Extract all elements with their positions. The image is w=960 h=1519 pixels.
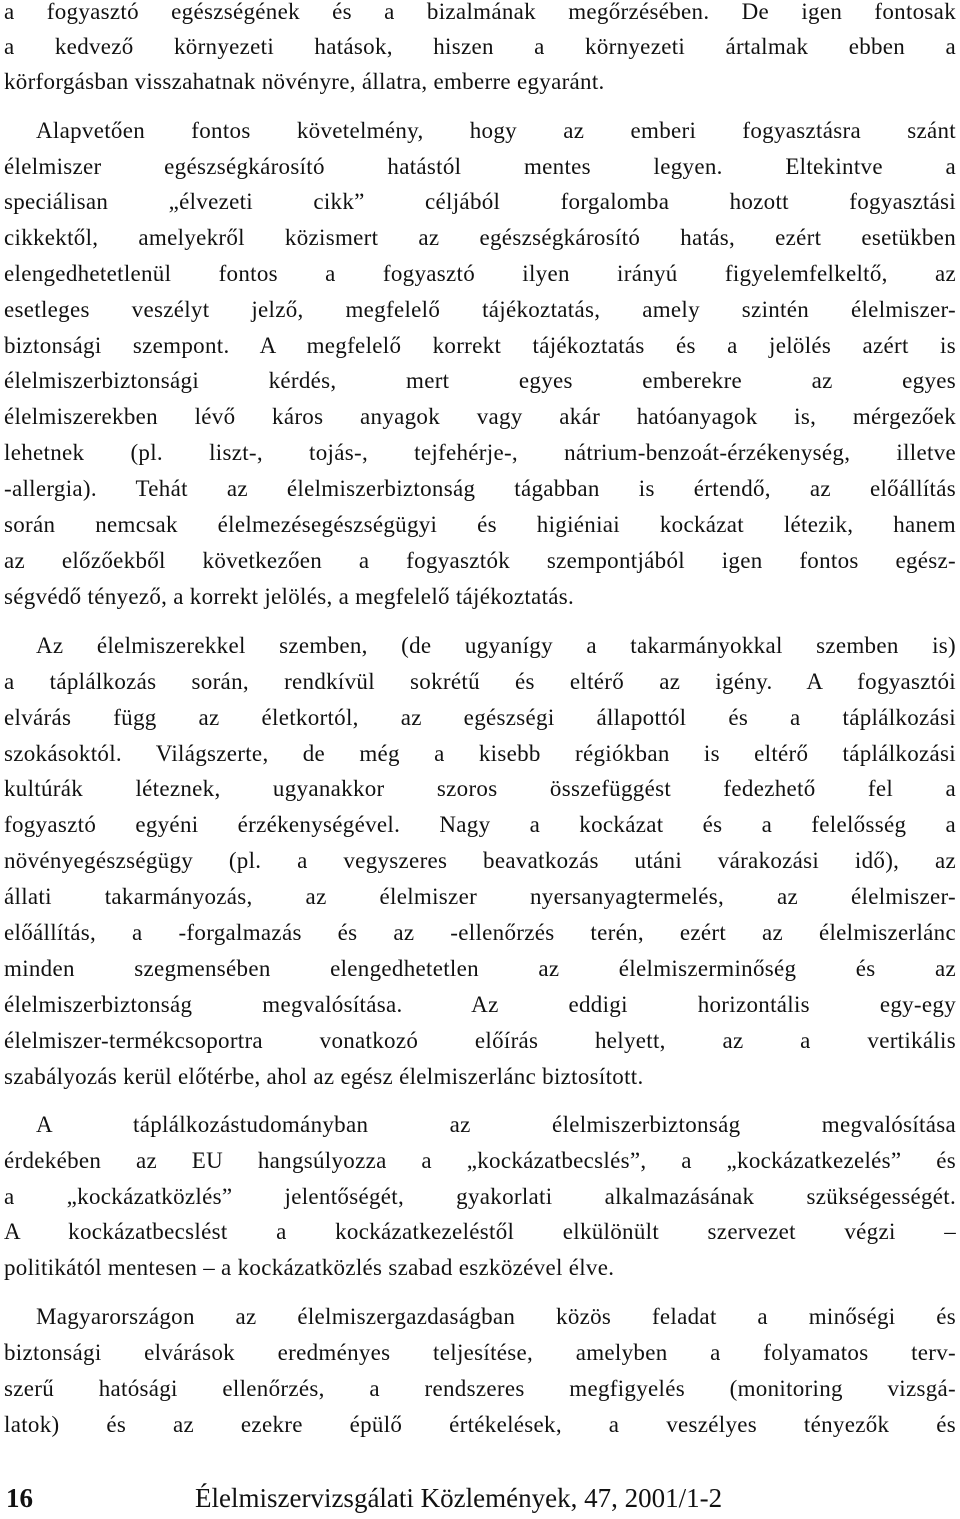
text-line: állati takarmányozás, az élelmiszer nyersanyagtermelés, az élelmiszer-: [4, 884, 956, 909]
text-line: növényegészségügy (pl. a vegyszeres beavatkozás utáni várakozási idő), az: [4, 848, 956, 873]
page-footer: [0, 1478, 960, 1518]
text-line: biztonsági elvárások eredményes teljesítése, amelyben a folyamatos terv-: [4, 1340, 956, 1365]
text-line: élelmiszer-termékcsoportra vonatkozó előírás helyett, az a vertikális: [4, 1028, 956, 1053]
text-line: az előzőekből következően a fogyasztók szempontjából igen fontos egész-: [4, 548, 956, 573]
page-number: 16: [6, 1483, 33, 1513]
text-line: a fogyasztó egészségének és a bizalmának megőrzésében. De igen fontosak: [4, 0, 956, 24]
text-line: szerű hatósági ellenőrzés, a rendszeres megfigyelés (monitoring vizsgá-: [4, 1376, 956, 1401]
text-line: A táplálkozástudományban az élelmiszerbiztonság megvalósítása: [36, 1112, 956, 1137]
text-line: élelmiszer egészségkárosító hatástól mentes legyen. Eltekintve a: [4, 154, 956, 179]
text-line: speciálisan „élvezeti cikk” céljából forgalomba hozott fogyasztási: [4, 189, 956, 214]
text-line: elengedhetetlenül fontos a fogyasztó ilyen irányú figyelemfelkeltő, az: [4, 261, 956, 286]
text-line: élelmiszerekben lévő káros anyagok vagy akár hatóanyagok is, mérgezőek: [4, 404, 956, 429]
text-line: szabályozás kerül előtérbe, ahol az egész élelmiszerlánc biztosított.: [4, 1064, 644, 1089]
text-line: kultúrák léteznek, ugyanakkor szoros összefüggést fedezhető fel a: [4, 776, 956, 801]
text-line: esetleges veszélyt jelző, megfelelő tájékoztatás, amely szintén élelmiszer-: [4, 297, 956, 322]
text-line: a kedvező környezeti hatások, hiszen a környezeti ártalmak ebben a: [4, 34, 956, 59]
text-line: Az élelmiszerekkel szemben, (de ugyanígy a takarmányokkal szemben is): [36, 633, 956, 658]
text-line: -allergia). Tehát az élelmiszerbiztonság tágabban is értendő, az előállítás: [4, 476, 956, 501]
text-line: elvárás függ az életkortól, az egészségi állapottól és a táplálkozási: [4, 705, 956, 730]
text-line: lehetnek (pl. liszt-, tojás-, tejfehérje-, nátrium-benzoát-érzékenység, illetve: [4, 440, 956, 465]
text-line: élelmiszerbiztonság megvalósítása. Az eddigi horizontális egy-egy: [4, 992, 956, 1017]
text-line: biztonsági szempont. A megfelelő korrekt tájékoztatás és a jelölés azért is: [4, 333, 956, 358]
text-line: a táplálkozás során, rendkívül sokrétű és eltérő az igény. A fogyasztói: [4, 669, 956, 694]
text-line: cikkektől, amelyekről közismert az egészségkárosító hatás, ezért esetükben: [4, 225, 956, 250]
text-line: latok) és az ezekre épülő értékelések, a veszélyes tényezők és: [4, 1412, 956, 1437]
text-line: élelmiszerbiztonsági kérdés, mert egyes emberekre az egyes: [4, 368, 956, 393]
text-line: érdekében az EU hangsúlyozza a „kockázatbecslés”, a „kockázatkezelés” és: [4, 1148, 956, 1173]
text-line: politikától mentesen – a kockázatközlés szabad eszközével élve.: [4, 1255, 615, 1280]
text-line: ségvédő tényező, a korrekt jelölés, a megfelelő tájékoztatás.: [4, 584, 575, 609]
text-line: a „kockázatközlés” jelentőségét, gyakorlati alkalmazásának szükségességét.: [4, 1184, 956, 1209]
text-line: Magyarországon az élelmiszergazdaságban közös feladat a minőségi és: [36, 1304, 956, 1329]
text-line: során nemcsak élelmezésegészségügyi és higiéniai kockázat létezik, hanem: [4, 512, 956, 537]
text-line: szokásoktól. Világszerte, de még a kisebb régiókban is eltérő táplálkozási: [4, 741, 956, 766]
text-line: körforgásban visszahatnak növényre, állatra, emberre egyaránt.: [4, 69, 605, 94]
text-line: előállítás, a -forgalmazás és az -ellenőrzés terén, ezért az élelmiszerlánc: [4, 920, 956, 945]
text-line: A kockázatbecslést a kockázatkezeléstől elkülönült szervezet végzi –: [4, 1219, 956, 1244]
text-line: minden szegmensében elengedhetetlen az élelmiszerminőség és az: [4, 956, 956, 981]
text-line: fogyasztó egyéni érzékenységével. Nagy a kockázat és a felelősség a: [4, 812, 956, 837]
journal-citation: Élelmiszervizsgálati Közlemények, 47, 2001/1-2: [195, 1483, 723, 1513]
text-line: Alapvetően fontos követelmény, hogy az emberi fogyasztásra szánt: [36, 118, 956, 143]
